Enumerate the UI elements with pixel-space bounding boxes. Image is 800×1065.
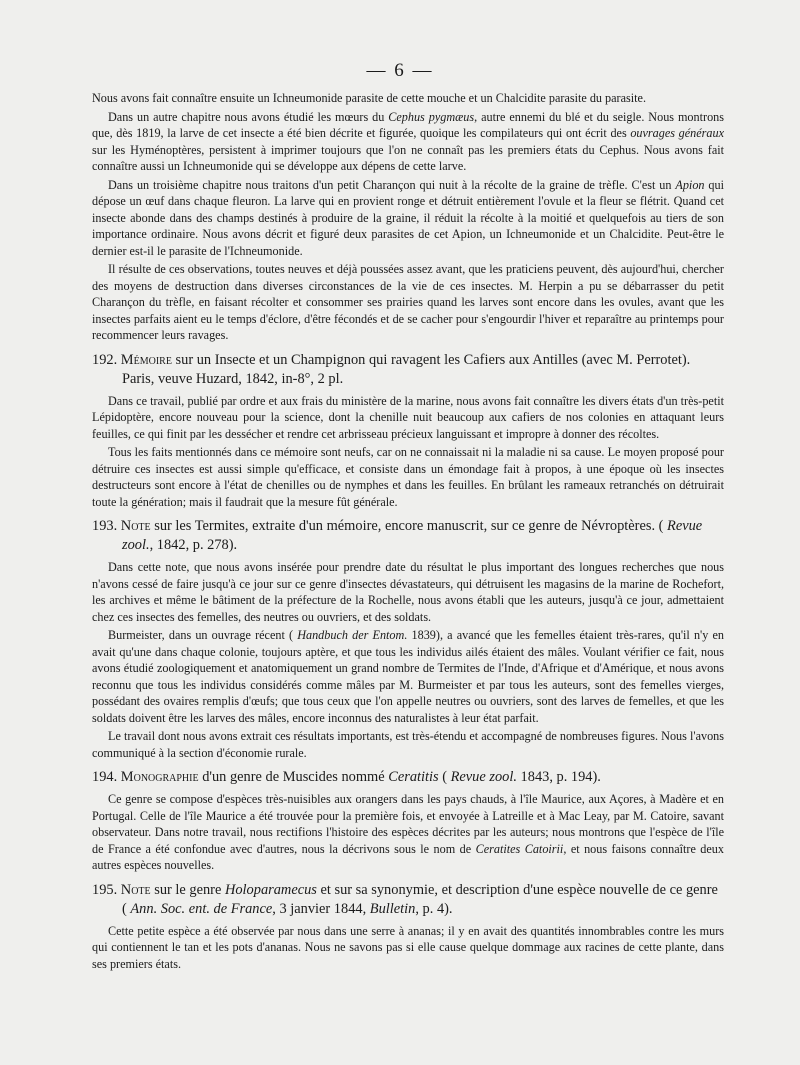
paragraph: Dans un autre chapitre nous avons étudié les mœurs du Cephus pygmæus, autre ennemi du blé et du seigle. Nous montrons que, dès 1819, la larve de cet insecte a été bien décrite et figurée, quoique les compilateurs qui ont écrit des ouvrages généraux sur les Hyménoptères, persistent à imprimer toujours que l'on ne connaît pas les premiers états du Cephus. Nous avons fait connaître aussi un Ichneumonide qui se développe aux dépens de cette larve. xyxy=(92,109,724,173)
paragraph: Dans un troisième chapitre nous traitons d'un petit Charançon qui nuit à la récolte de la graine de trèfle. C'est un Apion qui dépose un œuf dans chaque fleuron. La larve qui en provient ronge et détruit entièrement l'ovule et la fleur se flétrit. Quand cet insecte abonde dans des champs destinés à produire de la graine, il réduit la récolte à la moitié et quelquefois au tiers de son importance ordinaire. Nous avons décrit et figuré deux parasites de cet Apion, un Ichneumonide et un Chalcidite. Peut-être le dernier est-il le parasite de l'Ichneumonide. xyxy=(92,177,724,258)
paragraph: Nous avons fait connaître ensuite un Ichneumonide parasite de cette mouche et un Chalcidite parasite du parasite. xyxy=(92,91,646,105)
entry-heading-195: 195. Note sur le genre Holoparamecus et sur sa synonymie, et description d'une espèce nouvelle de ce genre ( Ann. Soc. ent. de France, 3 janvier 1844, Bulletin, p. 4). xyxy=(92,881,718,917)
paragraph: Burmeister, dans un ouvrage récent ( Handbuch der Entom. 1839), a avancé que les femelles étaient très-rares, qu'il n'y en avait qu'une dans chaque colonie, toujours aptère, et que tous les individus ailés étaient des mâles. Voulant vérifier ce fait, nous avons étudié zoologiquement et anatomiquement un grand nombre de Termites de l'Inde, d'Afrique et d'Amérique, et nous avons reconnu que tous les individus considérés comme mâles par M. Burmeister et par tous les auteurs, sont des femelles vierges, possédant des ovaires remplis d'œufs; que tous ceux que l'on appelle neutres ou ouvriers, sont des larves de femelles, et que les soldats doivent être les larves des mâles, encore inconnus des naturalistes à leur état parfait. xyxy=(92,628,724,725)
paragraph: Le travail dont nous avons extrait ces résultats importants, est très-étendu et accompagné de nombreuses figures. Nous l'avons communiqué à la section d'économie rurale. xyxy=(92,729,724,760)
paragraph: Dans ce travail, publié par ordre et aux frais du ministère de la marine, nous avons fait connaître les divers états d'un très-petit Lépidoptère, encore nouveau pour la science, dont la chenille nuit beaucoup aux cafiers de nos colonies en attaquant leurs feuilles, ce qui finit par les dessécher et rendre cet arbrisseau précieux languissant et impropre à donner des récoltes. xyxy=(92,393,724,441)
paragraph: Ce genre se compose d'espèces très-nuisibles aux orangers dans les pays chauds, à l'île Maurice, aux Açores, à Madère et en Portugal. Celle de l'île Maurice a été trouvée pour la première fois, et envoyée à Latreille et à Mac Leay, par M. Catoire, savant observateur. Dans notre travail, nous rectifions l'histoire des espèces décrites par les auteurs; nous montrons que l'espèce de l'île de France a été confondue avec d'autres, nous la décrivons sous le nom de Ceratites Catoirii, et nous faisons connaître deux autres espèces nouvelles. xyxy=(92,792,724,872)
entry-heading-193: 193. Note sur les Termites, extraite d'un mémoire, encore manuscrit, sur ce genre de Névroptères. ( Revue zool., 1842, p. 278). xyxy=(92,518,703,553)
paragraph: Dans cette note, que nous avons insérée pour prendre date du résultat le plus important des longues recherches que nous n'avons cessé de faire jusqu'à ce jour sur ce genre d'insectes dévastateurs, qui détruisent les magasins de la marine de Rochefort, les archives et même le bâtiment de la préfecture de la Rochelle, nous avons établi que les auteurs, jusqu'à ce jour, admettaient chez ces insectes des femelles, des neutres ou ouvriers, et des soldats. xyxy=(92,560,724,624)
paragraph: Cette petite espèce a été observée par nous dans une serre à ananas; il y en avait des quantités innombrables contre les murs qui contiennent le tan et les pots d'ananas. Nous ne savons pas si elle cause quelque dommage aux racines de cette plante, dans ses premiers états. xyxy=(92,923,724,971)
page-body xyxy=(92,90,724,974)
entry-heading-194: 194. Monographie d'un genre de Muscides nommé Ceratitis ( Revue zool. 1843, p. 194). xyxy=(92,769,601,785)
entry-heading-192: 192. Mémoire sur un Insecte et un Champignon qui ravagent les Cafiers aux Antilles (avec M. Perrotet). Paris, veuve Huzard, 1842, in-8°, 2 pl. xyxy=(92,351,691,387)
paragraph: Il résulte de ces observations, toutes neuves et déjà poussées assez avant, que les praticiens peuvent, dès aujourd'hui, chercher des moyens de destruction dans diverses circonstances de la vie de ces insectes. M. Herpin a pu se débarrasser du petit Charançon du trèfle, en faisant récolter et consommer ses prairies quand les larves sont encore dans les ovules, avant que les insectes parfaits aient eu le temps d'éclore, d'être fécondés et de se cacher pour s'engourdir l'hiver et reparaître au printemps pour recommencer leurs ravages. xyxy=(92,262,724,342)
page-number: — 6 — xyxy=(366,60,434,81)
paragraph: Tous les faits mentionnés dans ce mémoire sont neufs, car on ne connaissait ni la maladie ni sa cause. Le moyen proposé pour détruire ces insectes est aussi simple qu'efficace, et consiste dans un émondage fait à propos, à une époque où les insectes destructeurs sont encore à l'état de chenilles ou de nymphes et dans les feuilles. En brûlant les rameaux retranchés on détruirait toute la génération; mais il faudrait que la mesure fût générale. xyxy=(92,445,724,509)
